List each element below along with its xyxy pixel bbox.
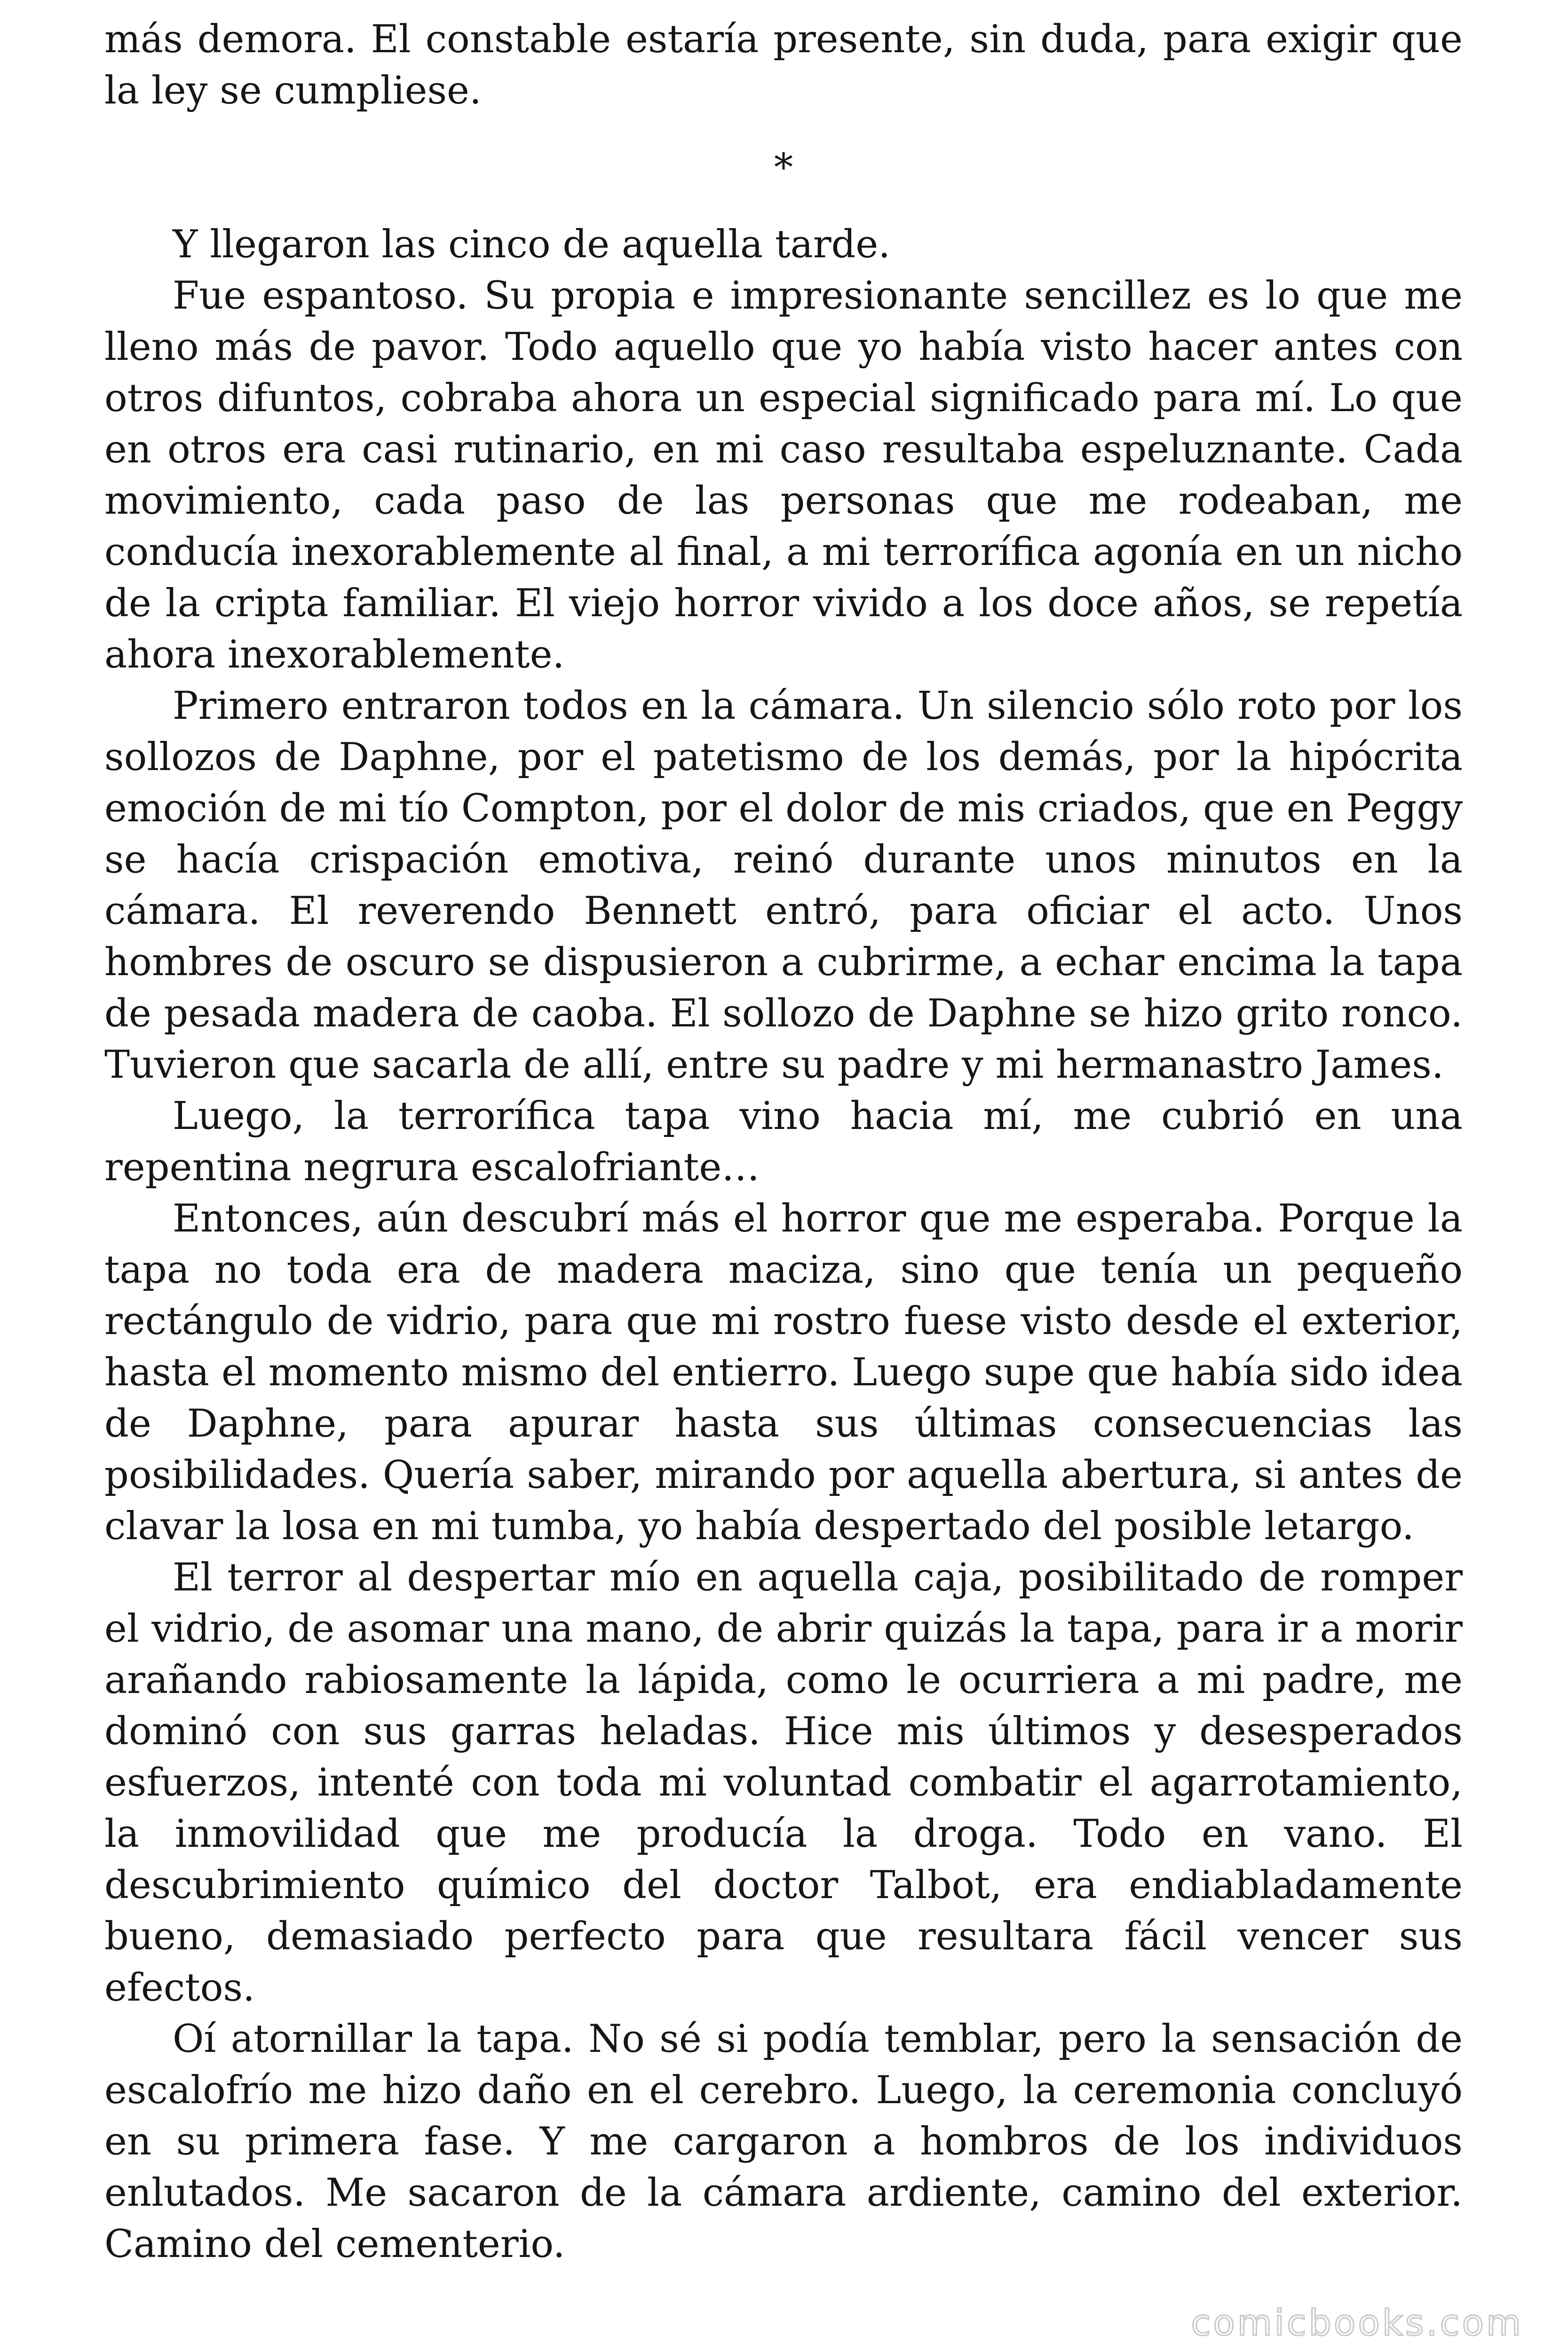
paragraph-7: Oí atornillar la tapa. No sé si podía temblar, pero la sensación de escalofrío me hizo daño en el cerebro. Luego, la ceremonia concluyó en su primera fase. Y me cargaron a hombros de los individuos enlutados. Me sacaron de la cámara ardiente, camino del exterior. Camino del cementerio. bbox=[104, 2017, 1463, 2266]
paragraph-3: Primero entraron todos en la cámara. Un silencio sólo roto por los sollozos de Daphne, por el patetismo de los demás, por la hipócrita emoción de mi tío Compton, por el dolor de mis criados, que en Peggy se hacía crispación emotiva, reinó durante unos minutos en la cámara. El reverendo Bennett entró, para oficiar el acto. Unos hombres de oscuro se dispusieron a cubrirme, a echar encima la tapa de pesada madera de caoba. El sollozo de Daphne se hizo grito ronco. Tuvieron que sacarla de allí, entre su padre y mi hermanastro James. bbox=[104, 684, 1463, 1087]
section-separator: * bbox=[774, 146, 793, 190]
book-page bbox=[104, 14, 1463, 2270]
watermark-logo: comicbooks.com bbox=[1191, 2302, 1523, 2344]
paragraph-5: Entonces, aún descubrí más el horror que me esperaba. Porque la tapa no toda era de madera maciza, sino que tenía un pequeño rectángulo de vidrio, para que mi rostro fuese visto desde el exterior, hasta el momento mismo del entierro. Luego supe que había sido idea de Daphne, para apurar hasta sus últimas consecuencias las posibilidades. Quería saber, mirando por aquella abertura, si antes de clavar la losa en mi tumba, yo había despertado del posible letargo. bbox=[104, 1197, 1463, 1549]
paragraph-6: El terror al despertar mío en aquella caja, posibilitado de romper el vidrio, de asomar una mano, de abrir quizás la tapa, para ir a morir arañando rabiosamente la lápida, como le ocurriera a mi padre, me dominó con sus garras heladas. Hice mis últimos y desesperados esfuerzos, intenté con toda mi voluntad combatir el agarrotamiento, la inmovilidad que me producía la droga. Todo en vano. El descubrimiento químico del doctor Talbot, era endiabladamente bueno, demasiado perfecto para que resultara fácil vencer sus efectos. bbox=[104, 1556, 1463, 2010]
paragraph-1: Y llegaron las cinco de aquella tarde. bbox=[173, 222, 891, 267]
paragraph-2: Fue espantoso. Su propia e impresionante sencillez es lo que me lleno más de pavor. Todo aquello que yo había visto hacer antes con otros difuntos, cobraba ahora un especial significado para mí. Lo que en otros era casi rutinario, en mi caso resultaba espeluznante. Cada movimiento, cada paso de las personas que me rodeaban, me conducía inexorablemente al final, a mi terrorífica agonía en un nicho de la cripta familiar. El viejo horror vivido a los doce años, se repetía ahora inexorablemente. bbox=[104, 274, 1463, 677]
opening-paragraph: más demora. El constable estaría presente, sin duda, para exigir que la ley se cumpliese. bbox=[104, 17, 1463, 113]
paragraph-4: Luego, la terrorífica tapa vino hacia mí, me cubrió en una repentina negrura escalofriante… bbox=[104, 1094, 1463, 1190]
